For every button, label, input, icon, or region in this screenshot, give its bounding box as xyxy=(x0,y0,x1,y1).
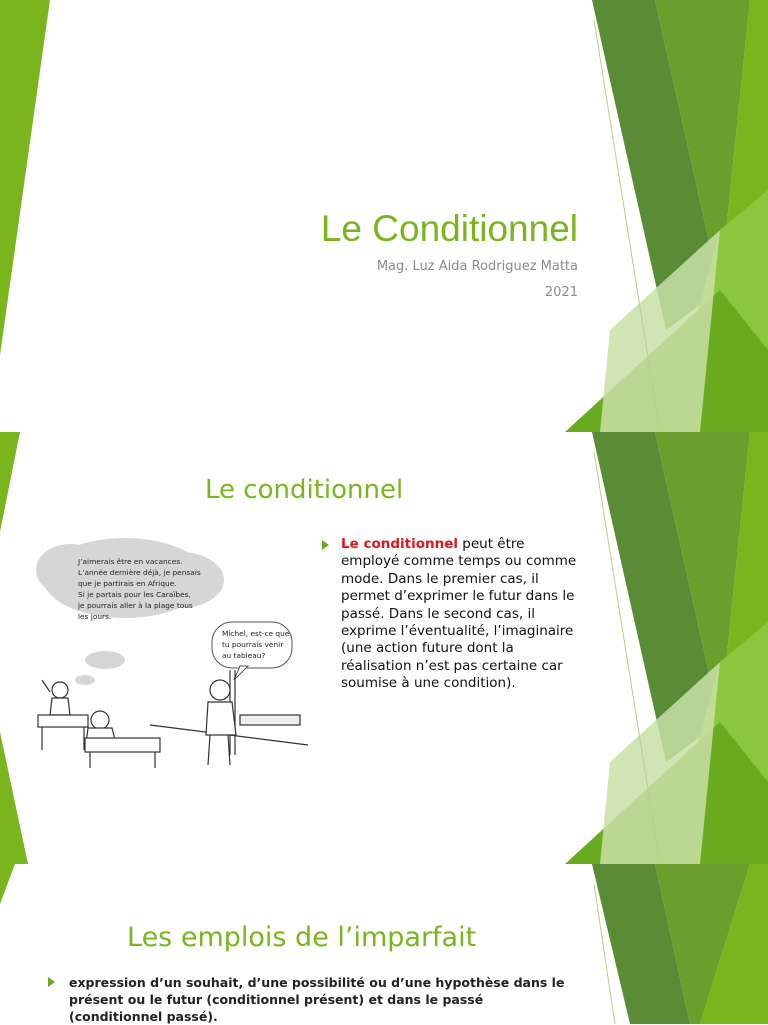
thought-line-4: Si je partais pour les Caraïbes, xyxy=(78,590,191,599)
thought-line-5: je pourrais aller à la plage tous xyxy=(78,601,193,610)
presentation-title: Le Conditionnel xyxy=(320,208,578,249)
bullet-arrow xyxy=(322,540,329,550)
thought-line-1: J’aimerais être en vacances. xyxy=(78,557,183,566)
speech-line-3: au tableau? xyxy=(222,651,266,660)
thought-line-3: que je partirais en Afrique. xyxy=(78,579,177,588)
year: 2021 xyxy=(544,285,578,300)
thought-line-2: L’année dernière déjà, je pensais xyxy=(78,568,201,577)
bullet-arrow xyxy=(48,977,55,987)
conditionnel-bullet xyxy=(341,536,581,693)
slide-title xyxy=(0,0,768,432)
left-wedge xyxy=(0,864,15,904)
slide3-title: Les emplois de l’imparfait xyxy=(127,922,477,953)
bullet-text: peut être employé comme temps ou comme mode. Dans le premier cas, il permet d’exprimer le futur dans le passé. Dans le second cas, il exprime l’éventualité, l’imaginaire (une action future dont la réalisation n’est pas certaine car soumise à une condition). xyxy=(341,536,577,692)
slide2-title: Le conditionnel xyxy=(205,475,404,505)
speech-line-2: tu pourrais venir xyxy=(222,640,284,649)
thought-line-6: les jours. xyxy=(78,612,112,621)
left-top-wedge xyxy=(0,432,20,532)
classroom-scene xyxy=(38,670,308,768)
thought-bubble xyxy=(36,538,224,685)
speech-line-1: Michel, est-ce que xyxy=(222,629,290,638)
speech-bubble xyxy=(212,622,292,680)
left-bottom-wedge xyxy=(0,732,28,864)
emplois-bullet: expression d’un souhait, d’une possibilité ou d’une hypothèse dans le présent ou le futur (conditionnel présent) et dans le passé (conditionnel passé). xyxy=(69,975,565,1024)
author-name: Mag. Luz Aida Rodriguez Matta xyxy=(376,259,578,274)
classroom-illustration xyxy=(30,530,310,772)
bullet-highlight: Le conditionnel xyxy=(341,536,458,552)
left-green-wedge xyxy=(0,0,50,355)
